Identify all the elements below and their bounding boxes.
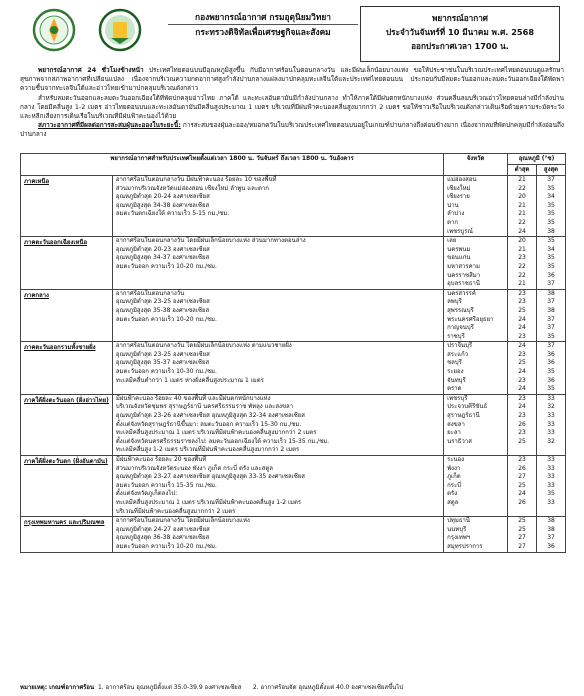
min-temp: 23 [518,429,526,437]
min-temp: 24 [518,368,526,376]
forecast-date: ประจำวันจันทร์ที่ 10 มีนาคม พ.ศ. 2568 [385,27,535,37]
tmd-logo-icon [32,8,76,52]
province-name: สุพรรณบุรี [447,306,474,314]
summary-text-1: ประเทศไทยตอนบนมีอุณหภูมิสูงขึ้น กับมีอากาศร้อนในตอนกลางวัน และมีฝนเล็กน้อยบางแห่ง ขอให้ประชาชนในบริเวณประเทศไทยตอนบนดูแลรักษาสุขภาพจากสภาพอากาศที่เปลี่ยนแปลง เนื่องจากบริเวณความกดอากาศสูงกำลังปานกลางแผ่ลงมาปกคลุมทะเลจีนใต้และประเทศไทยตอนบน ประกอบกับมีลมตะวันออกและลมตะวันออกเฉียงใต้พัดพาความชื้นจากทะเลจีนใต้และอ่าวไทยเข้ามาปกคลุมบริเวณดังกล่าว [20,66,564,93]
region-name: ภาคตะวันออกรวมทั้งชายฝั่ง [21,342,113,395]
province-name: อุบลราชธานี [447,280,480,288]
max-temperature-list [537,394,566,455]
max-temp: 35 [547,254,555,262]
min-temp: 26 [518,420,526,428]
max-temp: 33 [547,481,555,489]
summary-paragraph-1 [20,66,564,94]
min-temperature-list [508,289,537,342]
province-name: สมุทรปราการ [447,542,483,550]
region-name: ภาคใต้ฝั่งตะวันออก (ฝั่งอ่าวไทย) [21,394,113,455]
min-temp: 24 [518,324,526,332]
org-line-1: กองพยากรณ์อากาศ กรมอุตุนิยมวิทยา [168,10,358,25]
description-line: ตั้งแต่จังหวัดสุราษฎร์ธานีขึ้นมา: ลมตะวันออก ความเร็ว 15-30 กม./ชม. [115,420,302,428]
min-temp: 24 [518,490,526,498]
province-name: ขอนแก่น [447,254,471,262]
min-temperature-list [508,237,537,290]
air-quality-text: การสะสมของฝุ่นละออง/หมอกควันในบริเวณประเทศไทยตอนบนอยู่ในเกณฑ์ปานกลางถึงค่อนข้างมาก เนื่องจากลมที่พัดปกคลุมมีกำลังอ่อนถึงปานกลาง [20,121,564,139]
max-temp: 33 [547,420,555,428]
region-description [112,342,443,395]
min-temp: 23 [518,298,526,306]
ministry-logo-icon [98,8,142,52]
region-name: ภาคกลาง [21,289,113,342]
description-line: ทะเลมีคลื่นสูง 1-2 เมตร บริเวณที่มีฝนฟ้าคะนองคลื่นสูงมากกว่า 2 เมตร [115,446,300,454]
region-row [21,237,566,290]
table-head-forecast: พยากรณ์อากาศสำหรับประเทศไทยตั้งแต่เวลา 1800 น. วันจันทร์ ถึงเวลา 1800 น. วันอังคาร [21,154,444,176]
max-temp: 35 [547,210,555,218]
province-list [444,456,508,517]
max-temp: 37 [547,534,555,542]
region-row [21,394,566,455]
province-name: ภูเก็ต [447,473,461,481]
org-line-2: กระทรวงดิจิทัลเพื่อเศรษฐกิจและสังคม [195,27,331,37]
max-temp: 38 [547,227,555,235]
province-name: กรุงเทพฯ [447,534,471,542]
min-temp: 24 [518,227,526,235]
region-row [21,517,566,552]
air-quality-label: สภาวะอากาศที่มีผลต่อการสะสมฝุ่นละอองในระยะนี้: [38,121,181,130]
max-temp: 32 [547,403,555,411]
region-description [112,456,443,517]
max-temp: 34 [547,193,555,201]
description-line: อุณหภูมิต่ำสุด 23-27 องศาเซลเซียส อุณหภูมิสูงสุด 33-35 องศาเซลเซียส [115,473,305,481]
description-line: ลมตะวันออก ความเร็ว 10-20 กม./ชม. [115,542,217,550]
min-temp: 20 [518,193,526,201]
region-row [21,289,566,342]
description-line: ตั้งแต่จังหวัดภูเก็ตลงไป: [115,490,178,498]
max-temp: 33 [547,464,555,472]
province-name: เพชรบูรณ์ [447,227,473,235]
max-temp: 38 [547,289,555,297]
min-temp: 26 [518,498,526,506]
max-temp: 35 [547,490,555,498]
min-temp: 25 [518,359,526,367]
min-temp: 21 [518,280,526,288]
description-line: ลมตะวันออก ความเร็ว 10-20 กม./ชม. [115,315,217,323]
table-body [21,176,566,553]
max-temp: 35 [547,201,555,209]
province-name: น่าน [447,201,459,209]
min-temp: 25 [518,525,526,533]
province-name: เชียงราย [447,193,470,201]
max-temp: 38 [547,525,555,533]
max-temperature-list [537,176,566,237]
province-name: ระนอง [447,456,465,463]
max-temp: 36 [547,350,555,358]
province-list [444,342,508,395]
max-temp: 37 [547,324,555,332]
description-line: มีฝนฟ้าคะนอง ร้อยละ 40 ของพื้นที่ และมีฝนตกหนักบางแห่ง [115,394,271,402]
min-temp: 27 [518,473,526,481]
summary-lead: พยากรณ์อากาศ 24 ชั่วโมงข้างหน้า [38,66,144,74]
province-name: เพชรบุรี [447,394,468,402]
min-temp: 22 [518,184,526,192]
max-temp: 37 [547,298,555,306]
regional-forecast-table [20,153,566,553]
province-name: ประจวบคีรีขันธ์ [447,403,488,411]
table-head-province: จังหวัด [444,154,508,176]
max-temp: 33 [547,456,555,463]
max-temp: 33 [547,412,555,420]
province-name: กาญจนบุรี [447,324,474,332]
footnote-label: หมายเหตุ: เกณฑ์อากาศร้อน [20,684,95,691]
province-name: ราชบุรี [447,332,465,340]
max-temp: 35 [547,218,555,226]
province-name: ตราด [447,385,462,393]
description-line: ลมตะวันออก ความเร็ว 15-35 กม./ชม. [115,481,217,489]
min-temp: 27 [518,542,526,550]
footnote [20,684,580,692]
province-name: พระนครศรีอยุธยา [447,315,494,323]
province-name: แม่ฮ่องสอน [447,176,477,183]
max-temp: 35 [547,237,555,245]
summary-paragraph-2: สำหรับลมตะวันออกและลมตะวันออกเฉียงใต้ที่พัดปกคลุมอ่าวไทย ภาคใต้ และทะเลอันดามันมีกำลังปานกลาง ทำให้ภาคใต้มีฝนตกหนักบางแห่ง ส่วนคลื่นลมบริเวณอ่าวไทยตอนล่างมีกำลังปานกลาง โดยมีคลื่นสูง 1-2 เมตร อ่าวไทยตอนบนและทะเลอันดามันมีคลื่นสูงประมาณ 1 เมตร บริเวณที่มีฝนฟ้าคะนองคลื่นสูงมากกว่า 2 เมตร ขอให้ชาวเรือในบริเวณดังกล่าวเดินเรือด้วยความระมัดระวังและหลีกเลี่ยงการเดินเรือในบริเวณที่มีฝนฟ้าคะนองไว้ด้วย [20,93,564,121]
forecast-title: พยากรณ์อากาศ [431,13,488,23]
max-temperature-list [537,237,566,290]
min-temp: 24 [518,403,526,411]
min-temp: 24 [518,315,526,323]
min-temp: 27 [518,534,526,542]
min-temp: 22 [518,271,526,279]
description-line: อุณหภูมิต่ำสุด 23-26 องศาเซลเซียส อุณหภูมิสูงสุด 32-34 องศาเซลเซียส [115,412,305,420]
province-name: พังงา [447,464,461,472]
region-description [112,237,443,290]
description-line: อากาศร้อนในตอนกลางวัน โดยมีฝนเล็กน้อยบางแห่ง [115,517,250,525]
description-line: อากาศร้อนในตอนกลางวัน [115,289,185,297]
province-name: มหาสารคาม [447,262,480,270]
issue-time: ออกประกาศเวลา 1700 น. [411,41,509,51]
description-line: ส่วนมากบริเวณจังหวัดระนอง พังงา ภูเก็ต กระบี่ ตรัง และสตูล [115,464,273,472]
description-line: ส่วนมากบริเวณจังหวัดแม่ฮ่องสอน เชียงใหม่ ลำพูน และตาก [115,184,269,192]
province-name: สงขลา [447,420,465,428]
province-name: ยะลา [447,429,461,437]
region-name: ภาคเหนือ [21,176,113,237]
province-name: ตรัง [447,490,458,498]
description-line: ลมตะวันออก ความเร็ว 10-30 กม./ชม. [115,368,217,376]
max-temp: 37 [547,315,555,323]
description-line: อุณหภูมิต่ำสุด 24-27 องศาเซลเซียส [115,525,210,533]
max-temp: 33 [547,429,555,437]
air-quality-note [20,121,564,139]
description-line: อุณหภูมิสูงสุด 35-37 องศาเซลเซียส [115,359,210,367]
max-temp: 33 [547,498,555,506]
max-temp: 36 [547,542,555,550]
region-description [112,394,443,455]
max-temp: 37 [547,342,555,350]
description-line: อุณหภูมิต่ำสุด 20-24 องศาเซลเซียส [115,193,210,201]
min-temp: 21 [518,176,526,183]
table-head-min: ต่ำสุด [508,165,537,176]
min-temperature-list [508,456,537,517]
max-temp: 36 [547,271,555,279]
table-head-max: สูงสุด [537,165,566,176]
page-header [8,6,578,68]
description-line: อุณหภูมิสูงสุด 34-37 องศาเซลเซียส [115,254,210,262]
max-temp: 36 [547,376,555,384]
region-description [112,176,443,237]
max-temp: 35 [547,368,555,376]
province-name: ปทุมธานี [447,517,470,525]
province-name: ลำปาง [447,210,465,218]
max-temp: 38 [547,517,555,525]
province-name: นครสวรรค์ [447,289,476,297]
min-temperature-list [508,342,537,395]
province-name: ลพบุรี [447,298,462,306]
max-temp: 35 [547,184,555,192]
max-temp: 33 [547,473,555,481]
max-temp: 37 [547,280,555,288]
min-temp: 26 [518,464,526,472]
province-list [444,517,508,552]
footnote-item-2: 2. อากาศร้อนจัด อุณหภูมิตั้งแต่ 40.0 องศาเซลเซียสขึ้นไป [252,684,404,691]
description-line: อุณหภูมิต่ำสุด 20-23 องศาเซลเซียส [115,245,210,253]
max-temp: 34 [547,245,555,253]
province-name: เลย [447,237,457,245]
province-list [444,176,508,237]
region-row [21,342,566,395]
max-temperature-list [537,456,566,517]
region-name: ภาคตะวันออกเฉียงเหนือ [21,237,113,290]
max-temp: 35 [547,262,555,270]
min-temp: 22 [518,262,526,270]
max-temperature-list [537,342,566,395]
min-temp: 23 [518,289,526,297]
table-head-temperature: อุณหภูมิ (°ซ) [508,154,566,165]
description-line: อากาศร้อนในตอนกลางวัน มีฝนฟ้าคะนอง ร้อยละ 10 ของพื้นที่ [115,176,277,183]
province-name: สุราษฎร์ธานี [447,412,480,420]
description-line: อุณหภูมิสูงสุด 36-38 องศาเซลเซียส [115,534,210,542]
province-name: ปราจีนบุรี [447,342,473,350]
min-temperature-list [508,394,537,455]
min-temp: 23 [518,456,526,463]
province-list [444,394,508,455]
min-temp: 23 [518,350,526,358]
province-list [444,237,508,290]
min-temperature-list [508,517,537,552]
region-description [112,517,443,552]
province-name: นครราชสีมา [447,271,481,279]
min-temp: 23 [518,332,526,340]
province-name: นนทบุรี [447,525,467,533]
min-temp: 23 [518,376,526,384]
description-line: อุณหภูมิสูงสุด 34-38 องศาเซลเซียส [115,201,210,209]
province-name: จันทบุรี [447,376,466,384]
min-temperature-list [508,176,537,237]
province-name: สตูล [447,498,459,506]
min-temp: 24 [518,385,526,393]
max-temp: 35 [547,385,555,393]
min-temp: 23 [518,394,526,402]
min-temp: 22 [518,218,526,226]
min-temp: 21 [518,201,526,209]
description-line: ลมตะวันตกเฉียงใต้ ความเร็ว 5-15 กม./ชม. [115,210,230,218]
description-line: อากาศร้อนในตอนกลางวัน โดยมีฝนเล็กน้อยบางแห่ง ตามแนวชายฝั่ง [115,342,292,350]
province-name: กระบี่ [447,481,461,489]
max-temp: 35 [547,332,555,340]
organization-name [168,10,358,39]
min-temp: 20 [518,237,526,245]
province-list [444,289,508,342]
region-row [21,456,566,517]
province-name: ชลบุรี [447,359,462,367]
min-temp: 25 [518,306,526,314]
region-description [112,289,443,342]
max-temperature-list [537,289,566,342]
province-name: นครพนม [447,245,471,253]
min-temp: 25 [518,481,526,489]
province-name: นราธิวาส [447,437,472,445]
description-line: มีฝนฟ้าคะนอง ร้อยละ 20 ของพื้นที่ [115,456,207,463]
province-name: ระยอง [447,368,464,376]
province-name: เชียงใหม่ [447,184,471,192]
description-line: ทะเลมีคลื่นสูงประมาณ 1 เมตร บริเวณที่มีฝนฟ้าคะนองคลื่นสูง 1-2 เมตร [115,498,302,506]
description-line: อากาศร้อนในตอนกลางวัน โดยมีฝนเล็กน้อยบางแห่ง ส่วนมากทางตอนล่าง [115,237,306,245]
description-line: อุณหภูมิสูงสุด 35-38 องศาเซลเซียส [115,306,210,314]
footnote-item-1: 1. อากาศร้อน อุณหภูมิตั้งแต่ 35.0-39.9 องศาเซลเซียส [97,684,242,691]
min-temp: 21 [518,245,526,253]
forecast-title-box [360,6,560,62]
min-temp: 24 [518,342,526,350]
description-line: ทะเลมีคลื่นสูงประมาณ 1 เมตร บริเวณที่มีฝนฟ้าคะนองคลื่นสูงมากกว่า 2 เมตร [115,429,317,437]
description-line: ทะเลมีคลื่นต่ำกว่า 1 เมตร ห่างฝั่งคลื่นสูงประมาณ 1 เมตร [115,376,264,384]
max-temperature-list [537,517,566,552]
min-temp: 23 [518,254,526,262]
region-name: ภาคใต้ฝั่งตะวันตก (ฝั่งอันดามัน) [21,456,113,517]
region-name: กรุงเทพมหานคร และปริมณฑล [21,517,113,552]
min-temp: 21 [518,210,526,218]
region-row [21,176,566,237]
province-name: ตาก [447,218,458,226]
description-line: ตั้งแต่จังหวัดนครศรีธรรมราชลงไป: ลมตะวันออกเฉียงใต้ ความเร็ว 15-35 กม./ชม. [115,437,330,445]
province-name: สระแก้ว [447,350,469,358]
description-line: อุณหภูมิต่ำสุด 23-25 องศาเซลเซียส [115,298,210,306]
forecast-summary [20,66,564,140]
min-temp: 23 [518,412,526,420]
max-temp: 33 [547,394,555,402]
max-temp: 37 [547,176,555,183]
max-temp: 36 [547,359,555,367]
max-temp: 32 [547,437,555,445]
description-line: บริเวณที่มีฝนฟ้าคะนองคลื่นสูงมากกว่า 2 เมตร [115,507,236,515]
min-temp: 25 [518,517,526,525]
description-line: บริเวณจังหวัดชุมพร สุราษฎร์ธานี นครศรีธรรมราช พัทลุง และสงขลา [115,403,294,411]
description-line: อุณหภูมิต่ำสุด 23-25 องศาเซลเซียส [115,350,210,358]
max-temp: 38 [547,306,555,314]
min-temp: 25 [518,437,526,445]
description-line: ลมตะวันออก ความเร็ว 10-20 กม./ชม. [115,262,217,270]
